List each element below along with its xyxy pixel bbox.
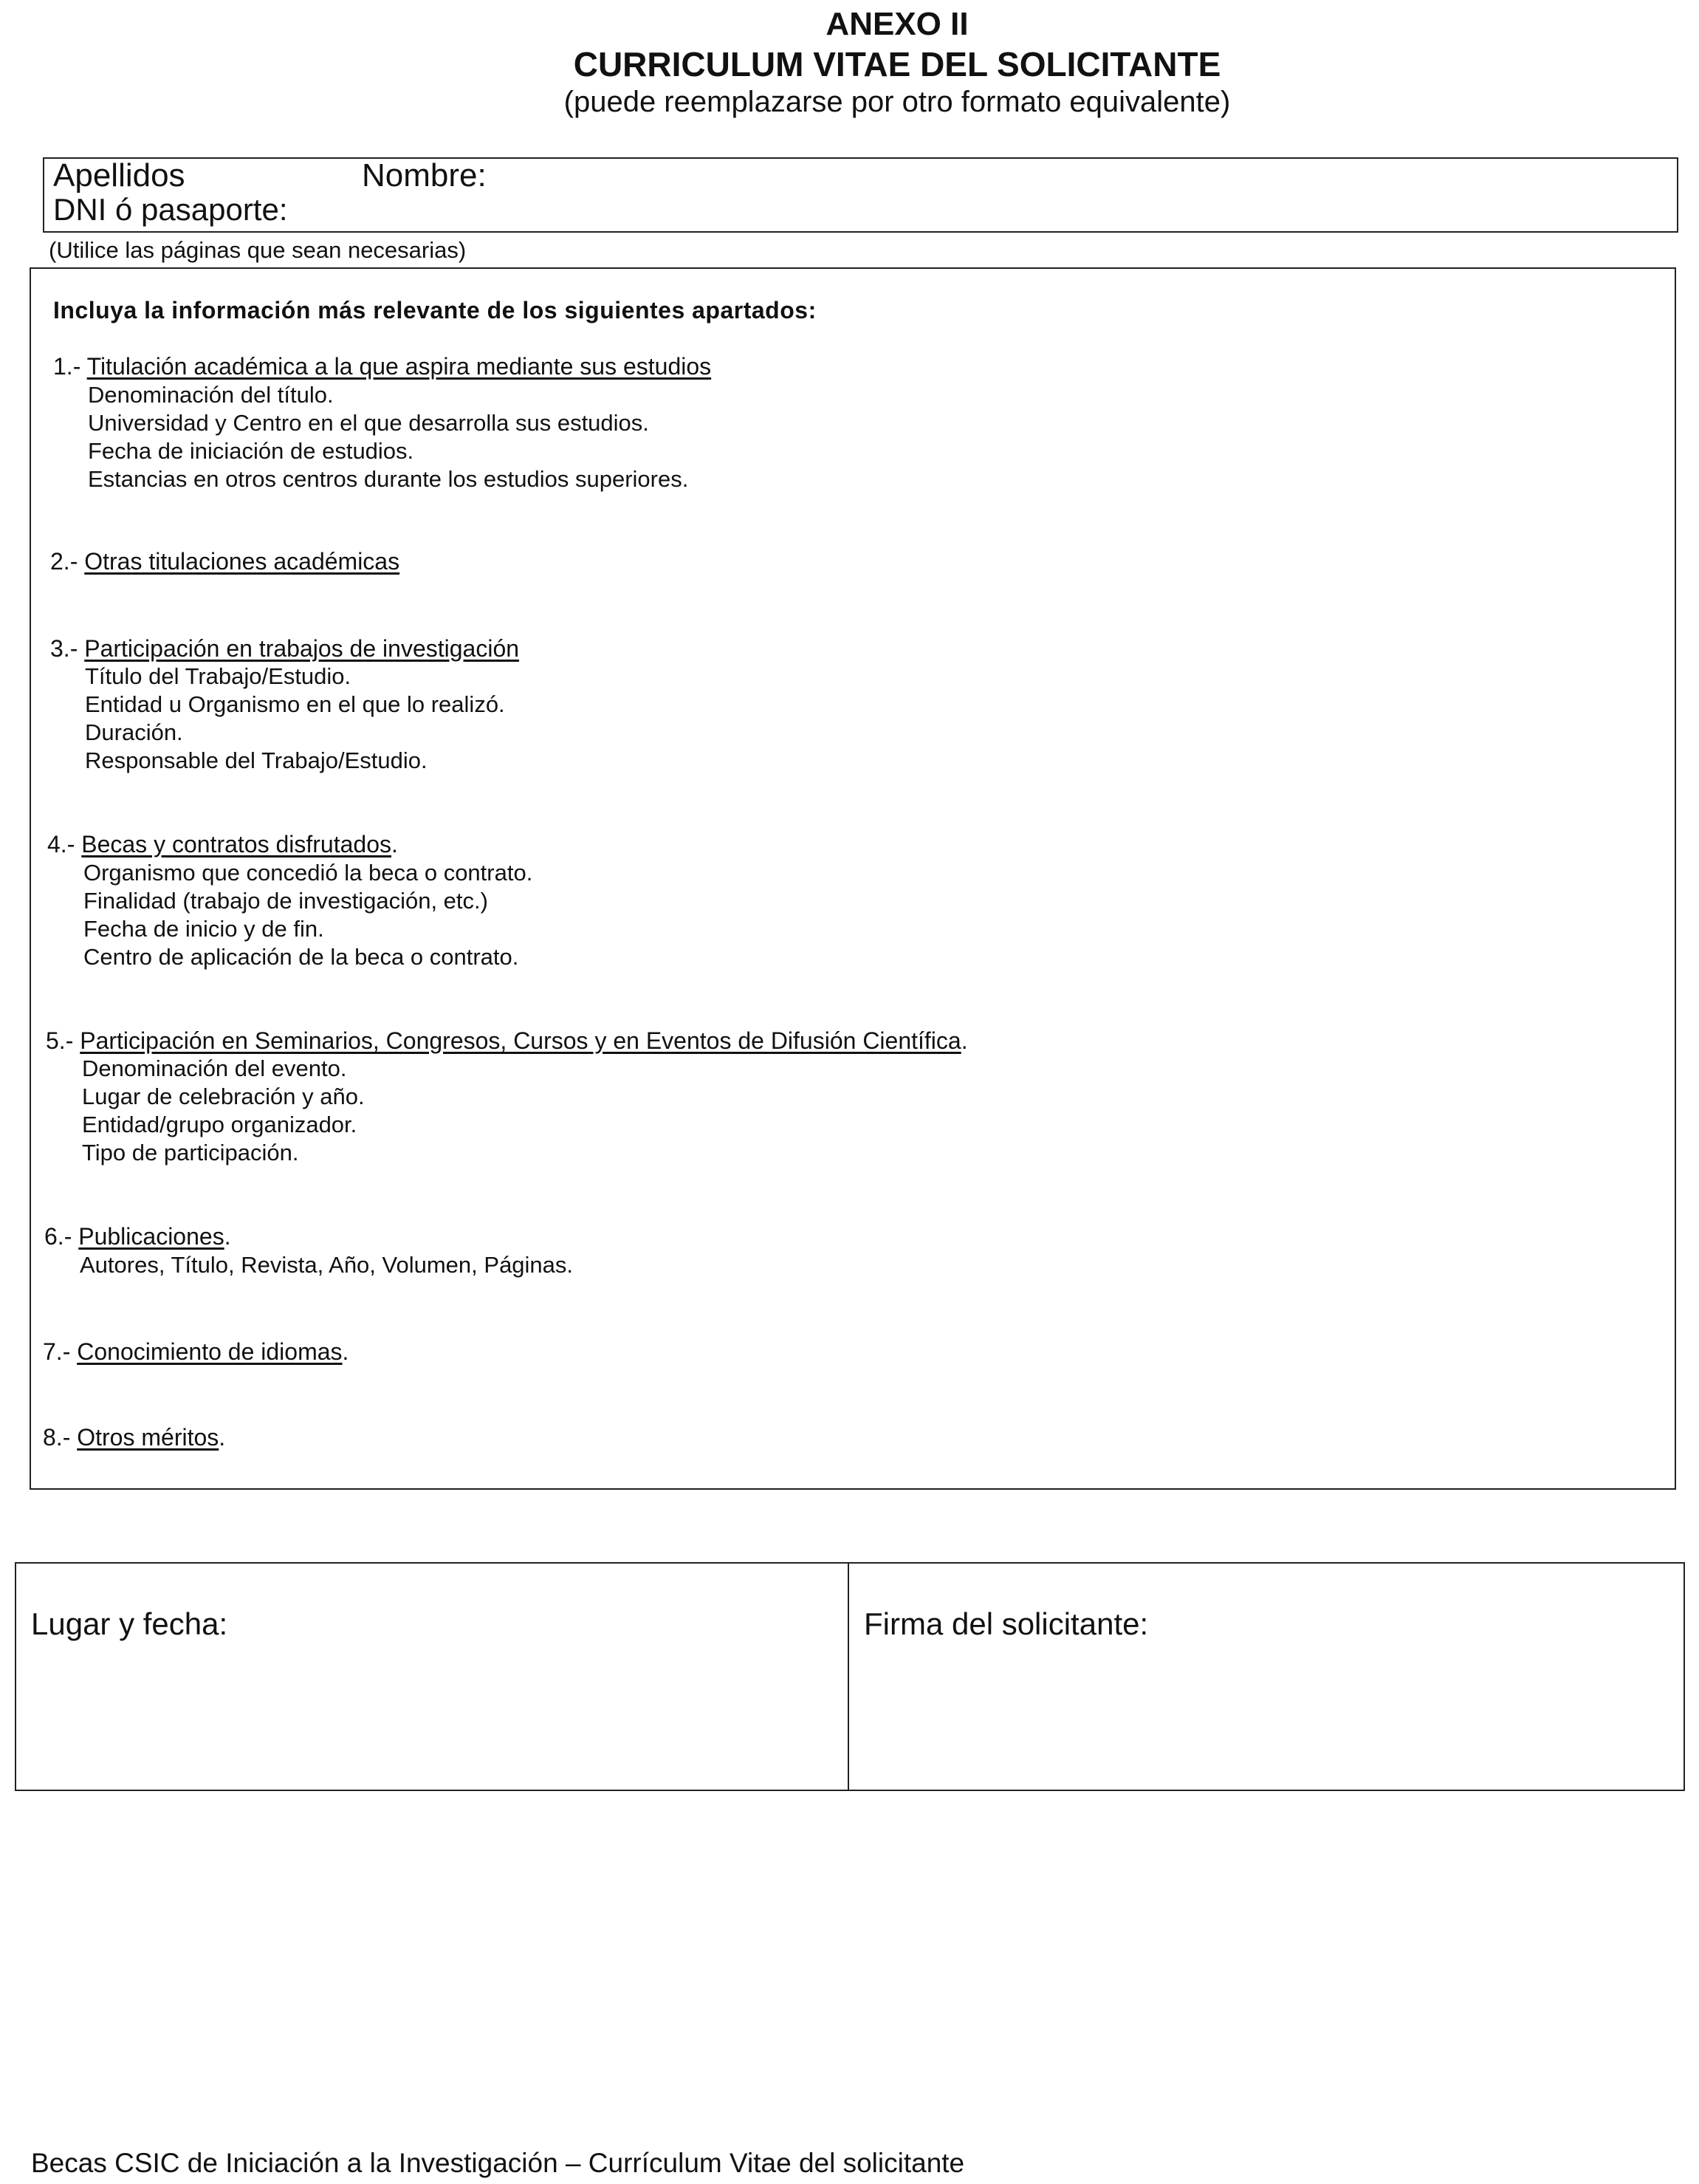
- section-number: 2.-: [50, 548, 78, 575]
- section-number: 7.-: [43, 1338, 71, 1365]
- section-6-items: [80, 1251, 573, 1279]
- section-title: Conocimiento de idiomas: [77, 1338, 343, 1365]
- list-item: Fecha de inicio y de fin.: [83, 916, 324, 942]
- section-8-heading: [43, 1424, 225, 1451]
- section-number: 3.-: [50, 635, 78, 662]
- section-title: Titulación académica a la que aspira mediante sus estudios: [86, 353, 712, 380]
- list-item: Centro de aplicación de la beca o contrato.: [83, 944, 519, 970]
- section-number: 1.-: [53, 353, 81, 380]
- section-7-heading: [43, 1338, 349, 1366]
- list-item: Finalidad (trabajo de investigación, etc.): [83, 888, 488, 914]
- section-title: Participación en trabajos de investigación: [84, 635, 520, 662]
- place-date-label: Lugar y fecha:: [31, 1606, 228, 1641]
- list-item: Fecha de iniciación de estudios.: [88, 438, 414, 464]
- document-title: CURRICULUM VITAE DEL SOLICITANTE: [573, 45, 1221, 83]
- section-number: 8.-: [43, 1424, 71, 1451]
- section-4-heading: [47, 831, 398, 858]
- name-label: Nombre:: [362, 157, 487, 194]
- list-item: Entidad/grupo organizador.: [82, 1112, 357, 1137]
- section-1-items: [88, 381, 688, 493]
- section-number: 6.-: [44, 1223, 72, 1250]
- section-suffix: .: [219, 1424, 226, 1451]
- section-title: Becas y contratos disfrutados: [81, 831, 391, 857]
- annex-label: ANEXO II: [826, 6, 969, 42]
- list-item: Duración.: [85, 719, 183, 745]
- signature-table: [15, 1562, 1685, 1791]
- section-title: Otras titulaciones académicas: [84, 548, 400, 575]
- list-item: Universidad y Centro en el que desarrolla sus estudios.: [88, 410, 649, 436]
- list-item: Organismo que concedió la beca o contrato.: [83, 860, 533, 886]
- section-1-heading: [53, 353, 711, 380]
- section-5-items: [82, 1055, 365, 1167]
- section-3-heading: [50, 635, 519, 663]
- signature-divider: [848, 1562, 849, 1791]
- list-item: Lugar de celebración y año.: [82, 1084, 365, 1109]
- list-item: Tipo de participación.: [82, 1140, 299, 1165]
- section-title: Publicaciones: [78, 1223, 224, 1250]
- id-document-label: DNI ó pasaporte:: [53, 192, 288, 227]
- list-item: Título del Trabajo/Estudio.: [85, 663, 351, 689]
- section-suffix: .: [342, 1338, 349, 1365]
- section-suffix: .: [961, 1027, 968, 1054]
- pages-note: (Utilice las páginas que sean necesarias): [49, 237, 467, 263]
- signature-label: Firma del solicitante:: [864, 1606, 1149, 1641]
- section-6-heading: [44, 1223, 231, 1250]
- section-number: 5.-: [46, 1027, 74, 1054]
- section-number: 4.-: [47, 831, 75, 857]
- list-item: Estancias en otros centros durante los estudios superiores.: [88, 466, 689, 492]
- instructions-heading: Incluya la información más relevante de los siguientes apartados:: [53, 297, 817, 324]
- list-item: Autores, Título, Revista, Año, Volumen, Páginas.: [80, 1252, 574, 1278]
- page-footer: Becas CSIC de Iniciación a la Investigación – Currículum Vitae del solicitante: [31, 2148, 965, 2178]
- list-item: Responsable del Trabajo/Estudio.: [85, 747, 428, 773]
- section-2-heading: [50, 548, 399, 575]
- surnames-label: Apellidos: [53, 157, 185, 194]
- section-title: Participación en Seminarios, Congresos, Cursos y en Eventos de Difusión Científica: [80, 1027, 961, 1054]
- section-title: Otros méritos: [77, 1424, 219, 1451]
- section-4-items: [83, 859, 532, 971]
- section-3-items: [85, 663, 505, 775]
- list-item: Entidad u Organismo en el que lo realizó.: [85, 691, 505, 717]
- list-item: Denominación del título.: [88, 382, 334, 408]
- section-5-heading: [46, 1027, 968, 1055]
- document-subtitle: (puede reemplazarse por otro formato equivalente): [563, 86, 1231, 118]
- section-suffix: .: [224, 1223, 231, 1250]
- list-item: Denominación del evento.: [82, 1055, 347, 1081]
- identity-box: [43, 157, 1678, 233]
- section-suffix: .: [391, 831, 398, 857]
